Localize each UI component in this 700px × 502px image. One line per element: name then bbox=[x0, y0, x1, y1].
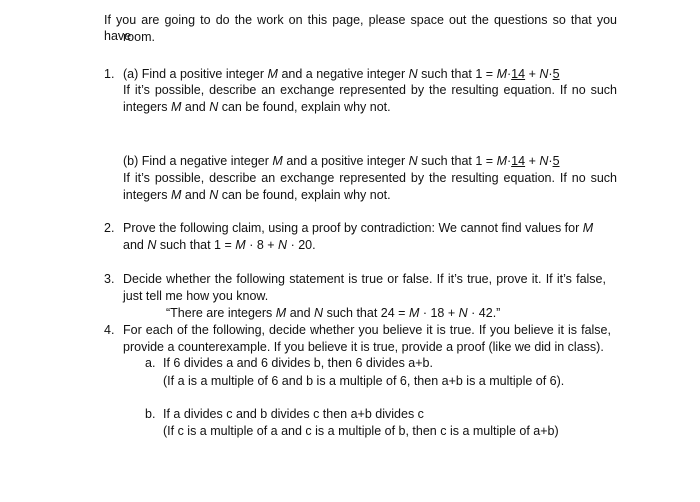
q3-quote-n2: N bbox=[458, 306, 468, 320]
q2-l1-m: M bbox=[582, 221, 594, 235]
q1a-l3-post: can be found, explain why not. bbox=[221, 100, 391, 114]
q2-line-1 bbox=[123, 220, 593, 236]
q1a-plus: + bbox=[528, 67, 536, 81]
q3-quote-pre: “There are integers bbox=[166, 306, 273, 320]
q3-quote bbox=[166, 305, 500, 321]
q1b-l3-post: can be found, explain why not. bbox=[221, 188, 391, 202]
q2-l2-n: N bbox=[147, 238, 157, 252]
q1a-line-1 bbox=[123, 66, 560, 82]
q1b-l3-pre: integers bbox=[123, 188, 168, 202]
intro-line-1: If you are going to do the work on this page, please space out the questions so that you have bbox=[104, 13, 617, 43]
q1b-dot1: · bbox=[507, 154, 512, 168]
q1b-val1: 14 bbox=[511, 154, 526, 168]
q2-number: 2. bbox=[104, 221, 115, 235]
q1b-l3-and: and bbox=[184, 188, 206, 202]
q1b-var-m: M bbox=[272, 154, 283, 168]
q3-quote-n: N bbox=[314, 306, 324, 320]
q1a-mid: and a negative integer bbox=[281, 67, 406, 81]
q4a-line-2: (If a is a multiple of 6 and b is a multiple of 6, then a+b is a multiple of 6). bbox=[163, 374, 565, 388]
q2-l1-pre: Prove the following claim, using a proof by contradiction: We cannot find values for bbox=[123, 221, 580, 235]
q4a-line-1: If 6 divides a and 6 divides b, then 6 divides a+b. bbox=[163, 356, 433, 370]
q1b-eq-n: N bbox=[539, 154, 549, 168]
q3-line-1: Decide whether the following statement is true or false. If it’s true, prove it. If it’s false, bbox=[123, 272, 606, 286]
q4-line-2: provide a counterexample. If you believe it is true, provide a proof (like we did in class). bbox=[123, 340, 604, 354]
q1a-line-3 bbox=[123, 99, 391, 115]
q2-line-2 bbox=[123, 237, 316, 253]
q1b-line-2: If it’s possible, describe an exchange represented by the resulting equation. If no such bbox=[123, 171, 617, 185]
q1a-prefix: (a) Find a positive integer bbox=[123, 67, 265, 81]
q1a-l3-and: and bbox=[184, 100, 206, 114]
q3-quote-m: M bbox=[275, 306, 287, 320]
q1b-dot2: · bbox=[548, 154, 553, 168]
q1b-plus: + bbox=[528, 154, 536, 168]
q1b-eq-m: M bbox=[496, 154, 507, 168]
q1a-val2: 5 bbox=[552, 67, 560, 81]
q1b-line-1 bbox=[123, 153, 560, 169]
q1-number: 1. bbox=[104, 67, 115, 81]
q4b-line-1: If a divides c and b divides c then a+b divides c bbox=[163, 407, 424, 421]
q1a-val1: 14 bbox=[511, 67, 526, 81]
q2-l2-n2: N bbox=[278, 238, 288, 252]
q3-line-2: just tell me how you know. bbox=[123, 289, 269, 303]
q1a-eq-n: N bbox=[539, 67, 549, 81]
q1b-mid2: such that 1 = bbox=[421, 154, 494, 168]
q1b-mid: and a positive integer bbox=[286, 154, 406, 168]
q1a-l3-m: M bbox=[170, 100, 182, 114]
q4b-line-2: (If c is a multiple of a and c is a multiple of b, then c is a multiple of a+b) bbox=[163, 424, 559, 438]
q1a-var-n: N bbox=[408, 67, 418, 81]
q2-l2-pre: and bbox=[123, 238, 144, 252]
q1a-l3-pre: integers bbox=[123, 100, 168, 114]
q3-quote-mid: such that 24 = bbox=[326, 306, 406, 320]
intro-line-2: room. bbox=[123, 30, 155, 44]
q3-quote-tail2: · 42.” bbox=[471, 306, 501, 320]
q4a-label: a. bbox=[145, 356, 156, 370]
q3-quote-and: and bbox=[289, 306, 311, 320]
q1a-l3-n: N bbox=[209, 100, 219, 114]
q4-line-1: For each of the following, decide whether you believe it is true. If you believe it is false, bbox=[123, 323, 611, 337]
q1a-mid2: such that 1 = bbox=[421, 67, 494, 81]
q1b-l3-m: M bbox=[170, 188, 182, 202]
q1a-eq-m: M bbox=[496, 67, 507, 81]
q1b-prefix: (b) Find a negative integer bbox=[123, 154, 269, 168]
q1b-val2: 5 bbox=[552, 154, 560, 168]
q1b-var-n: N bbox=[408, 154, 418, 168]
q2-l2-mid: such that 1 = bbox=[159, 238, 232, 252]
q1b-l3-n: N bbox=[209, 188, 219, 202]
q1a-var-m: M bbox=[267, 67, 278, 81]
q2-l2-tail1: · 8 + bbox=[249, 238, 275, 252]
q2-l2-tail2: · 20. bbox=[290, 238, 316, 252]
q1a-line-2: If it’s possible, describe an exchange represented by the resulting equation. If no such bbox=[123, 83, 617, 97]
q4b-label: b. bbox=[145, 407, 156, 421]
q2-l2-m: M bbox=[235, 238, 246, 252]
q1a-dot2: · bbox=[548, 67, 553, 81]
q1a-dot1: · bbox=[507, 67, 512, 81]
q1b-line-3 bbox=[123, 187, 391, 203]
q3-quote-m2: M bbox=[408, 306, 420, 320]
q3-number: 3. bbox=[104, 272, 115, 286]
q3-quote-tail1: · 18 + bbox=[422, 306, 456, 320]
q4-number: 4. bbox=[104, 323, 115, 337]
